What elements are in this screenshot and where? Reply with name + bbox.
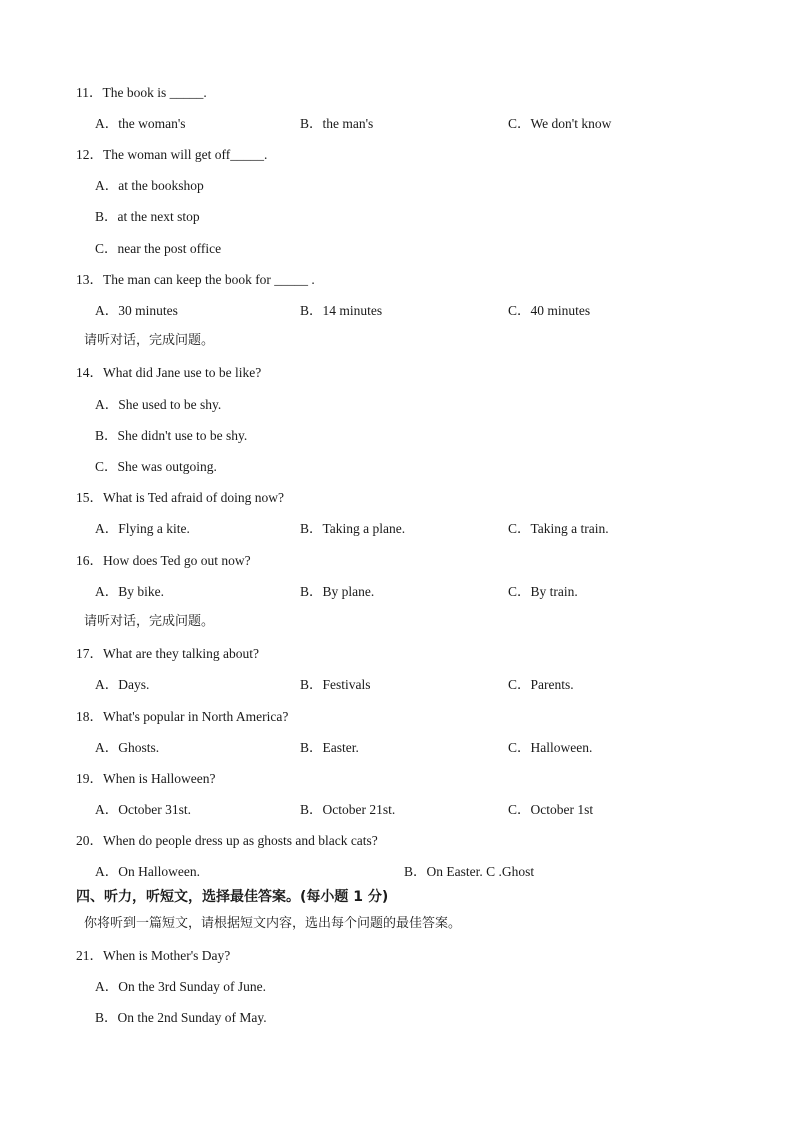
q18-option-a: A．Ghosts. [95,740,160,755]
q12-option-a: A．at the bookshop [95,178,204,193]
q15-option-b: B．Taking a plane. [300,521,406,536]
q16-option-c: C．By train. [508,584,578,599]
q20-option-bc: B．On Easter. C .Ghost [404,864,535,879]
q16-option-b: B．By plane. [300,584,375,599]
q19-option-c: C．October 1st [508,802,594,817]
question-20: 20．When do people dress up as ghosts and black cats? [76,833,378,848]
q12-option-c: C．near the post office [95,241,222,256]
q16-option-a: A．By bike. [95,584,164,599]
question-12: 12．The woman will get off_____. [76,147,268,162]
question-17: 17．What are they talking about? [76,646,259,661]
q14-option-c: C．She was outgoing. [95,459,217,474]
question-11: 11．The book is _____. [76,85,207,100]
instruction-3: 你将听到一篇短文，请根据短文内容，选出每个问题的最佳答案。 [84,916,462,931]
q14-option-a: A．She used to be shy. [95,397,222,412]
question-15: 15．What is Ted afraid of doing now? [76,490,285,505]
q15-option-a: A．Flying a kite. [95,521,190,536]
q21-option-b: B．On the 2nd Sunday of May. [95,1010,267,1025]
q11-option-c: C．We don't know [508,116,612,131]
q17-option-b: B．Festivals [300,677,371,692]
q11-option-a: A．the woman's [95,116,186,131]
q11-option-b: B．the man's [300,116,374,131]
q19-option-b: B．October 21st. [300,802,396,817]
question-14: 14．What did Jane use to be like? [76,365,262,380]
q17-option-a: A．Days. [95,677,150,692]
section-4-heading: 四、听力，听短文，选择最佳答案。(每小题 1 分) [76,889,389,905]
question-13: 13．The man can keep the book for _____ . [76,272,315,287]
q19-option-a: A．October 31st. [95,802,191,817]
q20-option-a: A．On Halloween. [95,864,200,879]
q18-option-c: C．Halloween. [508,740,593,755]
instruction-2: 请听对话，完成问题。 [84,614,215,629]
instruction-1: 请听对话，完成问题。 [84,333,215,348]
question-21: 21．When is Mother's Day? [76,948,231,963]
q18-option-b: B．Easter. [300,740,359,755]
q12-option-b: B．at the next stop [95,209,200,224]
q15-option-c: C．Taking a train. [508,521,609,536]
q13-option-c: C．40 minutes [508,303,591,318]
q13-option-a: A．30 minutes [95,303,178,318]
q13-option-b: B．14 minutes [300,303,383,318]
q14-option-b: B．She didn't use to be shy. [95,428,248,443]
question-16: 16．How does Ted go out now? [76,553,251,568]
q17-option-c: C．Parents. [508,677,574,692]
q21-option-a: A．On the 3rd Sunday of June. [95,979,266,994]
question-18: 18．What's popular in North America? [76,709,289,724]
question-19: 19．When is Halloween? [76,771,216,786]
